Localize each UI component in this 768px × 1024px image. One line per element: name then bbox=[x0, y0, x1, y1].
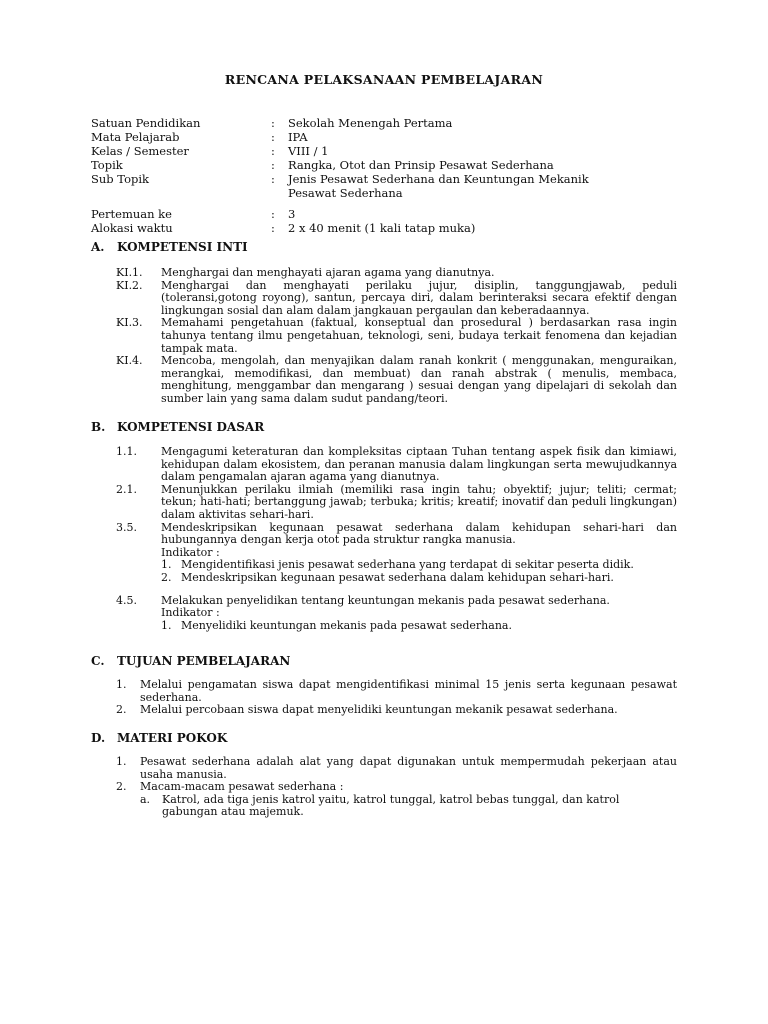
item-number: KI.4. bbox=[116, 354, 143, 368]
item-text: Melalui percobaan siswa dapat menyelidiki keuntungan mekanik pesawat sederhana. bbox=[140, 703, 618, 717]
section-title: KOMPETENSI DASAR bbox=[117, 420, 265, 434]
info-row bbox=[91, 207, 691, 221]
section-title: TUJUAN PEMBELAJARAN bbox=[117, 654, 291, 668]
item-text: Melakukan penyelidikan tentang keuntungan mekanis pada pesawat sederhana. bbox=[161, 593, 610, 607]
item-text: Menunjukkan perilaku ilmiah (memiliki rasa ingin tahu; obyektif; jujur; teliti; cermat; tekun; hati-hati; bertanggung jawab; terbuka; kritis; kreatif; inovatif dan peduli lingkungan) dalam aktivitas sehari-hari. bbox=[161, 482, 677, 521]
list-item bbox=[116, 756, 677, 781]
info-label: Satuan Pendidikan bbox=[91, 116, 201, 130]
item-text: Mendeskripsikan kegunaan pesawat sederhana dalam kehidupan sehari-hari dan hubungannya dengan kerja otot pada struktur rangka manusia. bbox=[161, 520, 677, 547]
section-heading-a bbox=[91, 240, 248, 254]
item-number: 1.1. bbox=[116, 445, 137, 458]
indikator-text: Menyelidiki keuntungan mekanis pada pesawat sederhana. bbox=[181, 618, 512, 632]
info-label: Alokasi waktu bbox=[91, 221, 173, 235]
list-item bbox=[116, 267, 677, 280]
info-colon: : bbox=[271, 221, 275, 235]
info-value: VIII / 1 bbox=[288, 144, 329, 158]
indikator-number: 2. bbox=[161, 570, 172, 584]
section-heading-b bbox=[91, 420, 264, 434]
info-label: Mata Pelajarab bbox=[91, 130, 180, 144]
item-number: 2. bbox=[116, 780, 127, 794]
info-label: Kelas / Semester bbox=[91, 144, 189, 158]
indikator-item bbox=[116, 620, 677, 633]
item-text: Menghargai dan menghayati ajaran agama yang dianutnya. bbox=[161, 266, 495, 279]
sub-item-text: Katrol, ada tiga jenis katrol yaitu, katrol tunggal, katrol bebas tunggal, dan katrol gabungan atau majemuk. bbox=[162, 792, 620, 819]
indikator-text: Mengidentifikasi jenis pesawat sederhana yang terdapat di sekitar peserta didik. bbox=[181, 558, 634, 572]
item-number: 1. bbox=[116, 678, 127, 691]
list-item bbox=[116, 355, 677, 405]
list-item bbox=[116, 484, 677, 522]
item-number: KI.1. bbox=[116, 266, 143, 279]
info-label: Topik bbox=[91, 158, 123, 172]
item-text: Macam-macam pesawat sederhana : bbox=[140, 780, 344, 794]
info-value: 2 x 40 menit (1 kali tatap muka) bbox=[288, 221, 476, 235]
list-item bbox=[116, 704, 677, 717]
info-row bbox=[91, 172, 691, 200]
section-heading-c bbox=[91, 654, 290, 668]
list-item bbox=[116, 280, 677, 318]
info-value: Rangka, Otot dan Prinsip Pesawat Sederhana bbox=[288, 158, 554, 172]
section-letter: C. bbox=[91, 654, 105, 668]
info-colon: : bbox=[271, 130, 275, 144]
section-heading-d bbox=[91, 731, 227, 745]
section-letter: B. bbox=[91, 420, 106, 434]
section-title: MATERI POKOK bbox=[117, 731, 228, 745]
item-text: Mencoba, mengolah, dan menyajikan dalam ranah konkrit ( menggunakan, menguraikan, merangkai, memodifikasi, dan membuat) dan ranah abstrak ( menulis, membaca, menghitung, menggambar dan mengarang ) sesuai dengan yang dipelajari di sekolah dan sumber lain yang sama dalam sudut pandang/teori. bbox=[161, 354, 677, 405]
identity-table bbox=[91, 116, 691, 235]
sub-item-letter: a. bbox=[140, 792, 151, 806]
list-item bbox=[116, 522, 677, 547]
info-row bbox=[91, 130, 691, 144]
info-value: Jenis Pesawat Sederhana dan Keuntungan Mekanik Pesawat Sederhana bbox=[288, 172, 589, 200]
indikator-text: Mendeskripsikan kegunaan pesawat sederhana dalam kehidupan sehari-hari. bbox=[181, 570, 614, 584]
list-item bbox=[116, 781, 677, 794]
document-title: RENCANA PELAKSANAAN PEMBELAJARAN bbox=[224, 72, 544, 87]
info-colon: : bbox=[271, 207, 275, 221]
item-text: Mengagumi keteraturan dan kompleksitas ciptaan Tuhan tentang aspek fisik dan kimiawi, kehidupan dalam ekosistem, dan peranan manusia dalam lingkungan serta mewujudkannya dalam pengamalan ajaran agama yang dianutnya. bbox=[161, 445, 677, 484]
section-title: KOMPETENSI INTI bbox=[117, 240, 248, 254]
info-row bbox=[91, 116, 691, 130]
info-value: IPA bbox=[288, 130, 308, 144]
tujuan-list bbox=[116, 679, 677, 717]
info-label: Sub Topik bbox=[91, 172, 150, 186]
info-value: Sekolah Menengah Pertama bbox=[288, 116, 453, 130]
item-text: Memahami pengetahuan (faktual, konseptual dan prosedural ) berdasarkan rasa ingin tahunya tentang ilmu pengetahuan, teknologi, seni, budaya terkait fenomena dan kejadian tampak mata. bbox=[161, 316, 677, 355]
list-item bbox=[116, 679, 677, 704]
info-colon: : bbox=[271, 172, 275, 186]
item-number: KI.3. bbox=[116, 316, 143, 330]
item-number: 3.5. bbox=[116, 520, 137, 534]
item-number: KI.2. bbox=[116, 278, 143, 292]
info-row bbox=[91, 221, 691, 235]
indikator-number: 1. bbox=[161, 618, 172, 632]
list-item bbox=[116, 317, 677, 355]
list-item bbox=[116, 446, 677, 484]
indikator-label: Indikator : bbox=[161, 545, 220, 559]
info-colon: : bbox=[271, 144, 275, 158]
kompetensi-inti-list bbox=[116, 267, 677, 406]
info-colon: : bbox=[271, 116, 275, 130]
info-label: Pertemuan ke bbox=[91, 207, 172, 221]
item-text: Pesawat sederhana adalah alat yang dapat digunakan untuk mempermudah pekerjaan atau usaha manusia. bbox=[140, 755, 677, 781]
info-row bbox=[91, 144, 691, 158]
section-letter: A. bbox=[91, 240, 105, 254]
indikator-label: Indikator : bbox=[161, 606, 220, 620]
info-value: 3 bbox=[288, 207, 296, 221]
indikator-item bbox=[116, 572, 677, 585]
section-letter: D. bbox=[91, 731, 106, 745]
indikator-number: 1. bbox=[161, 558, 172, 572]
item-number: 2.1. bbox=[116, 482, 137, 496]
item-number: 2. bbox=[116, 703, 127, 717]
item-number: 1. bbox=[116, 755, 127, 768]
item-text: Menghargai dan menghayati perilaku jujur, disiplin, tanggungjawab, peduli (toleransi,gotong royong), santun, percaya diri, dalam berinteraksi secara efektif dengan lingkungan sosial dan alam dalam jangkauan pergaulan dan keberadaannya. bbox=[161, 278, 677, 317]
sub-item bbox=[116, 794, 677, 819]
kompetensi-dasar-list bbox=[116, 446, 677, 632]
info-row bbox=[91, 158, 691, 172]
info-colon: : bbox=[271, 158, 275, 172]
item-text: Melalui pengamatan siswa dapat mengidentifikasi minimal 15 jenis serta kegunaan pesawat sederhana. bbox=[140, 678, 677, 704]
materi-list bbox=[116, 756, 677, 819]
item-number: 4.5. bbox=[116, 593, 137, 607]
